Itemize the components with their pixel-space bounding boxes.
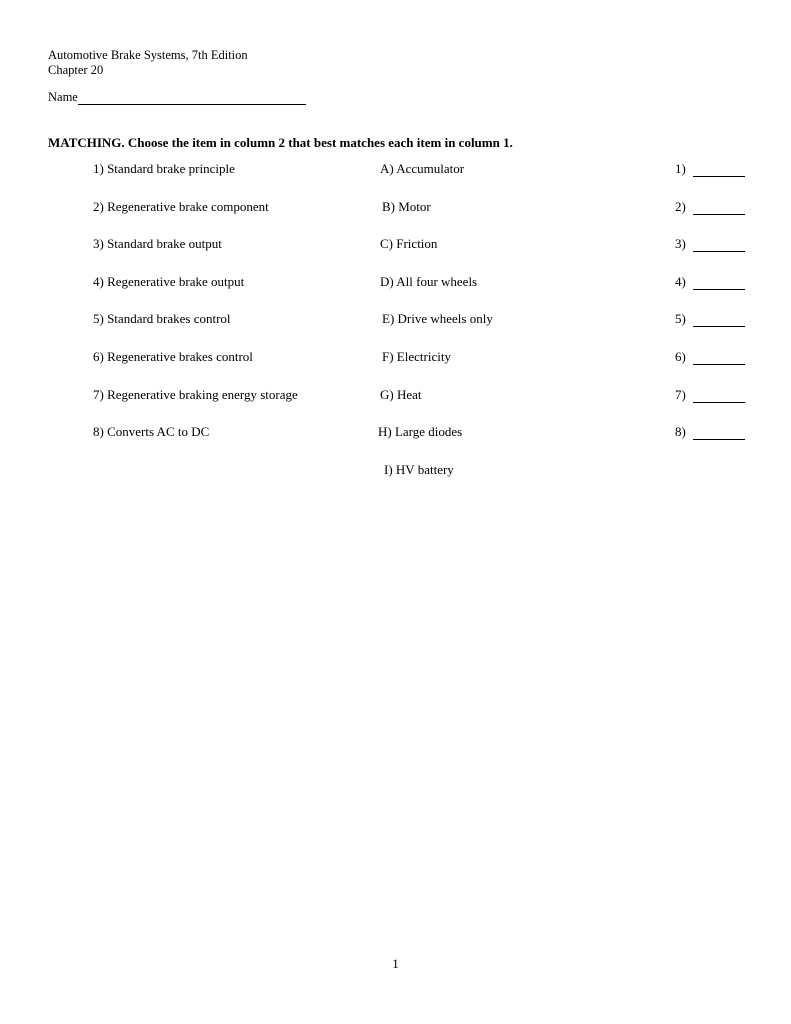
- answer-blank-line[interactable]: [693, 276, 745, 290]
- column2-item: I) HV battery: [384, 461, 454, 477]
- answer-blank-line[interactable]: [693, 163, 745, 177]
- column1-item: 1) Standard brake principle: [93, 161, 235, 176]
- answer-slot: [675, 387, 745, 403]
- answer-number: 5): [675, 311, 686, 327]
- matching-row: [0, 349, 791, 387]
- answer-blank-line[interactable]: [693, 238, 745, 252]
- column1-item: 4) Regenerative brake output: [93, 273, 245, 289]
- column2-item: F) Electricity: [382, 348, 451, 364]
- answer-slot: [675, 236, 745, 252]
- column2-item: C) Friction: [380, 236, 438, 252]
- answer-slot: [675, 424, 745, 440]
- matching-row: [0, 424, 791, 462]
- answer-slot: [675, 274, 745, 290]
- column1-item: 5) Standard brakes control: [93, 311, 231, 327]
- answer-number: 3): [675, 236, 686, 252]
- document-header: [48, 48, 248, 78]
- answer-slot: [675, 349, 745, 365]
- column1-item: 2) Regenerative brake component: [93, 198, 269, 214]
- matching-row: [0, 311, 791, 349]
- column1-item: 3) Standard brake output: [93, 236, 222, 252]
- answer-slot: [675, 199, 745, 215]
- answer-blank-line[interactable]: [693, 313, 745, 327]
- column2-item: A) Accumulator: [380, 161, 465, 176]
- answer-slot: [675, 311, 745, 327]
- name-blank-line[interactable]: [78, 91, 306, 105]
- chapter-label: Chapter 20: [48, 63, 104, 77]
- answer-number: 1): [675, 161, 686, 176]
- answer-blank-line[interactable]: [693, 389, 745, 403]
- matching-row: [0, 387, 791, 425]
- matching-row: [0, 236, 791, 274]
- matching-row: [0, 199, 791, 237]
- column2-item: G) Heat: [380, 386, 422, 402]
- name-label: Name: [48, 90, 78, 104]
- column1-item: 7) Regenerative braking energy storage: [93, 386, 298, 402]
- column2-item: H) Large diodes: [378, 424, 463, 440]
- name-field-row: [48, 90, 306, 105]
- book-title: Automotive Brake Systems, 7th Edition: [48, 48, 248, 62]
- column1-item: 6) Regenerative brakes control: [93, 348, 253, 364]
- answer-number: 7): [675, 386, 686, 402]
- answer-number: 2): [675, 198, 686, 214]
- answer-slot: [675, 161, 745, 177]
- column1-item: 8) Converts AC to DC: [93, 424, 210, 440]
- answer-blank-line[interactable]: [693, 351, 745, 365]
- answer-number: 6): [675, 348, 686, 364]
- column2-item: B) Motor: [382, 198, 431, 214]
- answer-blank-line[interactable]: [693, 426, 745, 440]
- matching-row: [0, 274, 791, 312]
- matching-rows: [0, 161, 791, 499]
- matching-instructions: MATCHING. Choose the item in column 2 that best matches each item in column 1.: [48, 135, 513, 150]
- answer-number: 8): [675, 424, 686, 440]
- column2-item: E) Drive wheels only: [382, 311, 493, 327]
- answer-blank-line[interactable]: [693, 201, 745, 215]
- matching-row: [0, 462, 791, 500]
- page-number: 1: [392, 956, 399, 971]
- answer-number: 4): [675, 273, 686, 289]
- column2-item: D) All four wheels: [380, 273, 478, 289]
- matching-row: [0, 161, 791, 199]
